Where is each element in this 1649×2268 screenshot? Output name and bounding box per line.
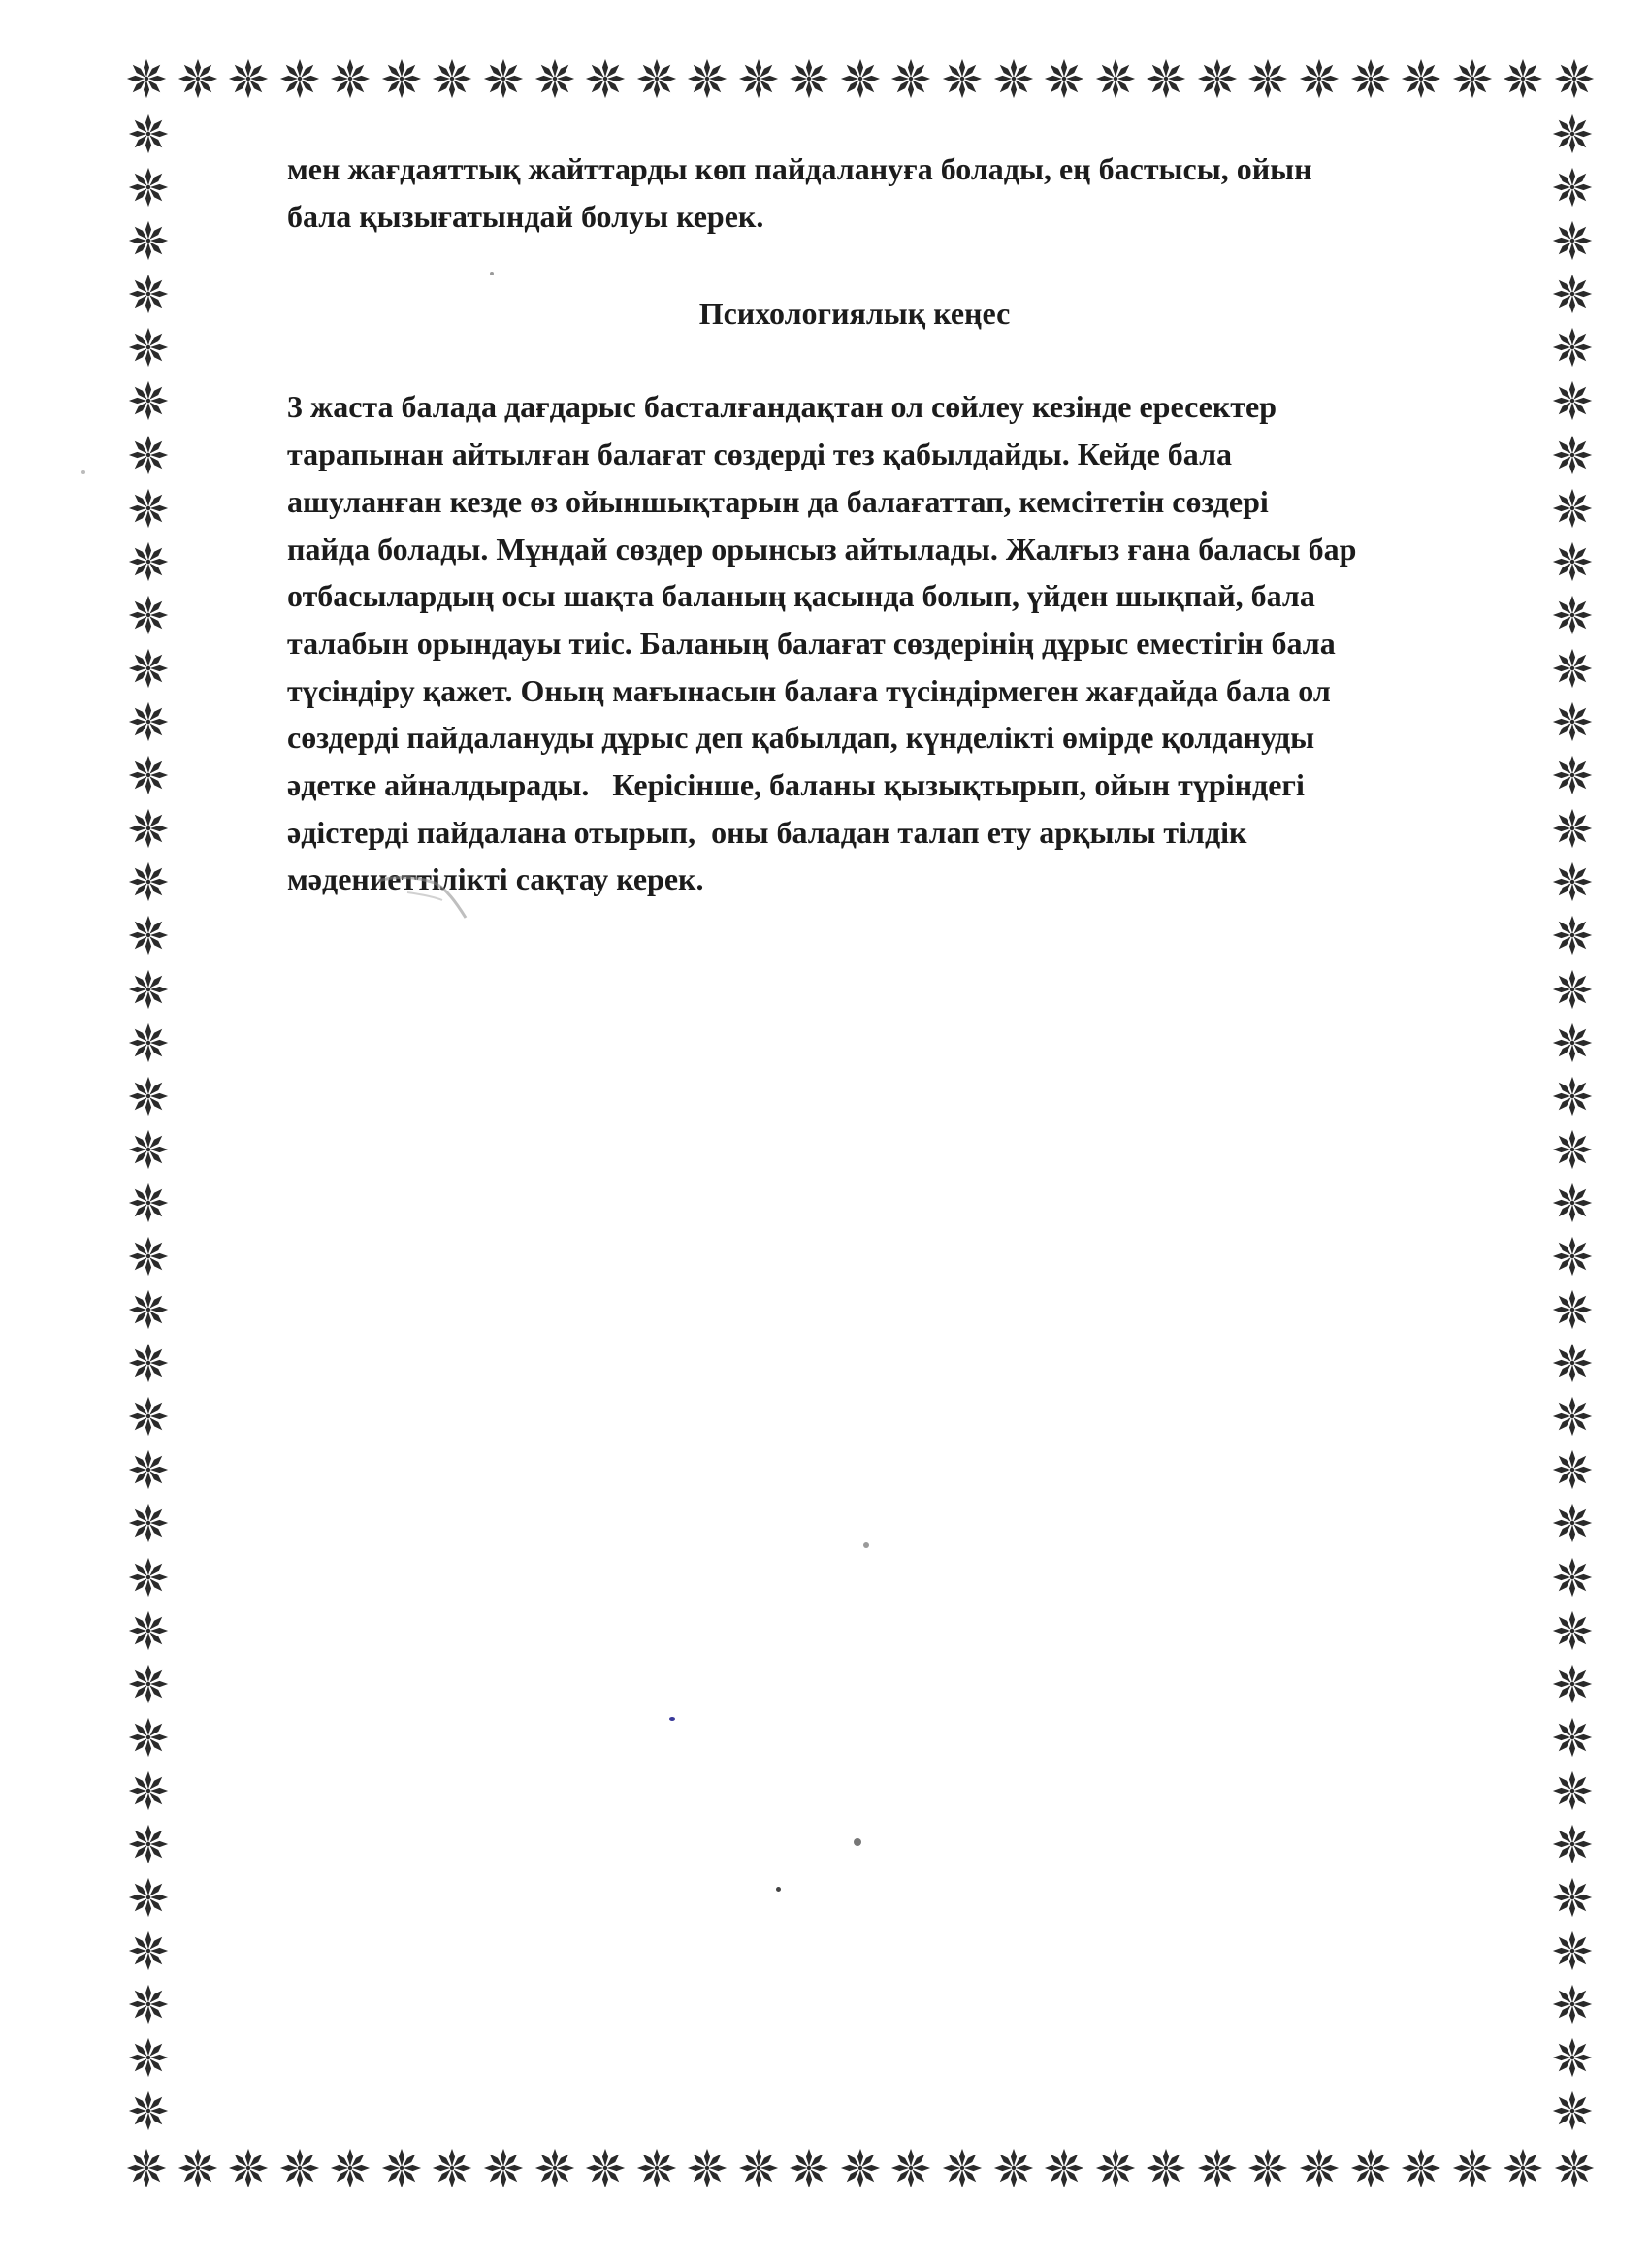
eight-point-star-icon: [1550, 1662, 1595, 1706]
eight-point-star-icon: [1042, 2146, 1086, 2190]
eight-point-star-icon: [1550, 1074, 1595, 1118]
eight-point-star-icon: [1550, 1928, 1595, 1973]
eight-point-star-icon: [1552, 2146, 1597, 2190]
eight-point-star-icon: [126, 2035, 171, 2080]
eight-point-star-icon: [1550, 913, 1595, 957]
eight-point-star-icon: [126, 1021, 171, 1065]
eight-point-star-icon: [430, 2146, 474, 2190]
eight-point-star-icon: [1550, 325, 1595, 370]
eight-point-star-icon: [1144, 2146, 1188, 2190]
eight-point-star-icon: [991, 2146, 1036, 2190]
section-heading: Психологиялық кеңес: [698, 296, 1011, 332]
eight-point-star-icon: [1550, 1715, 1595, 1760]
eight-point-star-icon: [1093, 56, 1138, 101]
eight-point-star-icon: [1297, 2146, 1342, 2190]
eight-point-star-icon: [1550, 486, 1595, 531]
text-line: түсіндіру қажет. Оның мағынасын балаға түсіндірмеген жағдайда бала ол: [287, 672, 1331, 708]
eight-point-star-icon: [1550, 1021, 1595, 1065]
scan-speck: [490, 272, 494, 275]
eight-point-star-icon: [1550, 1822, 1595, 1866]
eight-point-star-icon: [126, 539, 171, 584]
eight-point-star-icon: [126, 1768, 171, 1813]
eight-point-star-icon: [1550, 593, 1595, 637]
eight-point-star-icon: [1550, 1127, 1595, 1172]
eight-point-star-icon: [736, 56, 781, 101]
intro-paragraph: [287, 146, 1548, 240]
text-line: әдістерді пайдалана отырып, оны баладан талап ету арқылы тілдік: [287, 814, 1247, 850]
eight-point-star-icon: [1550, 1768, 1595, 1813]
text-line: отбасылардың осы шақта баланың қасында болып, үйден шықпай, бала: [287, 578, 1315, 614]
eight-point-star-icon: [1550, 1447, 1595, 1492]
eight-point-star-icon: [126, 1555, 171, 1600]
eight-point-star-icon: [1042, 56, 1086, 101]
border-bottom: [124, 2144, 1597, 2192]
eight-point-star-icon: [787, 2146, 831, 2190]
eight-point-star-icon: [1550, 433, 1595, 477]
eight-point-star-icon: [1144, 56, 1188, 101]
eight-point-star-icon: [889, 2146, 933, 2190]
text-line: 3 жаста балада дағдарыс басталғандақтан ол сөйлеу кезінде ересектер: [287, 389, 1277, 425]
eight-point-star-icon: [126, 753, 171, 797]
text-line: сөздерді пайдалануды дұрыс деп қабылдап, күнделікті өмірде қолдануды: [287, 720, 1315, 756]
eight-point-star-icon: [1550, 753, 1595, 797]
eight-point-star-icon: [126, 112, 171, 156]
eight-point-star-icon: [126, 1127, 171, 1172]
eight-point-star-icon: [126, 1608, 171, 1653]
eight-point-star-icon: [634, 2146, 679, 2190]
eight-point-star-icon: [1550, 1982, 1595, 2026]
eight-point-star-icon: [126, 325, 171, 370]
eight-point-star-icon: [736, 2146, 781, 2190]
scan-speck: [863, 1542, 869, 1548]
body-paragraph: [287, 383, 1548, 903]
eight-point-star-icon: [1195, 56, 1240, 101]
eight-point-star-icon: [991, 56, 1036, 101]
eight-point-star-icon: [1550, 1287, 1595, 1332]
scan-speck: [81, 470, 85, 474]
eight-point-star-icon: [1550, 859, 1595, 904]
text-line: мен жағдаяттық жайттарды көп пайдалануға болады, ең бастысы, ойын: [287, 151, 1312, 186]
document-text: [287, 146, 1548, 903]
text-line: ашуланған кезде өз ойыншықтарын да балағаттап, кемсітетін сөздері: [287, 483, 1269, 519]
eight-point-star-icon: [1550, 967, 1595, 1012]
eight-point-star-icon: [1550, 378, 1595, 423]
eight-point-star-icon: [533, 2146, 577, 2190]
eight-point-star-icon: [1399, 2146, 1443, 2190]
text-line: мәдениеттілікті сақтау керек.: [287, 861, 704, 897]
eight-point-star-icon: [1501, 56, 1545, 101]
eight-point-star-icon: [126, 913, 171, 957]
eight-point-star-icon: [787, 56, 831, 101]
eight-point-star-icon: [126, 1234, 171, 1279]
eight-point-star-icon: [328, 2146, 372, 2190]
eight-point-star-icon: [126, 165, 171, 210]
border-top: [124, 54, 1597, 103]
eight-point-star-icon: [634, 56, 679, 101]
eight-point-star-icon: [1550, 1181, 1595, 1225]
eight-point-star-icon: [126, 1287, 171, 1332]
eight-point-star-icon: [176, 56, 220, 101]
eight-point-star-icon: [481, 56, 526, 101]
text-line: бала қызығатындай болуы керек.: [287, 198, 764, 234]
eight-point-star-icon: [1093, 2146, 1138, 2190]
eight-point-star-icon: [126, 1181, 171, 1225]
eight-point-star-icon: [126, 486, 171, 531]
eight-point-star-icon: [328, 56, 372, 101]
eight-point-star-icon: [1550, 1234, 1595, 1279]
eight-point-star-icon: [126, 859, 171, 904]
eight-point-star-icon: [126, 593, 171, 637]
eight-point-star-icon: [685, 2146, 729, 2190]
eight-point-star-icon: [126, 1715, 171, 1760]
eight-point-star-icon: [126, 1822, 171, 1866]
eight-point-star-icon: [1550, 272, 1595, 316]
eight-point-star-icon: [124, 2146, 169, 2190]
scan-speck: [854, 1838, 861, 1846]
eight-point-star-icon: [1195, 2146, 1240, 2190]
eight-point-star-icon: [379, 2146, 424, 2190]
eight-point-star-icon: [126, 218, 171, 263]
eight-point-star-icon: [1550, 1394, 1595, 1439]
eight-point-star-icon: [126, 1875, 171, 1920]
border-left: [124, 112, 173, 2134]
eight-point-star-icon: [176, 2146, 220, 2190]
eight-point-star-icon: [430, 56, 474, 101]
eight-point-star-icon: [583, 56, 628, 101]
scan-speck: [776, 1887, 781, 1892]
eight-point-star-icon: [126, 378, 171, 423]
eight-point-star-icon: [940, 2146, 985, 2190]
eight-point-star-icon: [1550, 1608, 1595, 1653]
eight-point-star-icon: [685, 56, 729, 101]
eight-point-star-icon: [1348, 56, 1393, 101]
eight-point-star-icon: [481, 2146, 526, 2190]
text-line: әдетке айналдырады. Керісінше, баланы қызықтырып, ойын түріндегі: [287, 767, 1305, 803]
eight-point-star-icon: [1550, 1501, 1595, 1545]
eight-point-star-icon: [126, 1447, 171, 1492]
scan-smudge: [378, 873, 485, 922]
eight-point-star-icon: [1550, 1875, 1595, 1920]
eight-point-star-icon: [583, 2146, 628, 2190]
eight-point-star-icon: [1245, 2146, 1290, 2190]
eight-point-star-icon: [838, 56, 883, 101]
eight-point-star-icon: [1245, 56, 1290, 101]
eight-point-star-icon: [124, 56, 169, 101]
eight-point-star-icon: [126, 433, 171, 477]
eight-point-star-icon: [838, 2146, 883, 2190]
eight-point-star-icon: [1501, 2146, 1545, 2190]
eight-point-star-icon: [1550, 539, 1595, 584]
eight-point-star-icon: [126, 699, 171, 744]
eight-point-star-icon: [1550, 646, 1595, 691]
eight-point-star-icon: [1550, 806, 1595, 851]
eight-point-star-icon: [379, 56, 424, 101]
eight-point-star-icon: [1550, 1555, 1595, 1600]
eight-point-star-icon: [126, 2089, 171, 2133]
eight-point-star-icon: [126, 1074, 171, 1118]
eight-point-star-icon: [226, 56, 271, 101]
eight-point-star-icon: [1297, 56, 1342, 101]
eight-point-star-icon: [277, 56, 322, 101]
eight-point-star-icon: [1348, 2146, 1393, 2190]
eight-point-star-icon: [277, 2146, 322, 2190]
border-right: [1548, 112, 1597, 2134]
eight-point-star-icon: [1550, 165, 1595, 210]
eight-point-star-icon: [126, 1341, 171, 1385]
eight-point-star-icon: [1550, 112, 1595, 156]
eight-point-star-icon: [126, 806, 171, 851]
eight-point-star-icon: [1450, 56, 1495, 101]
text-line: пайда болады. Мұндай сөздер орынсыз айтылады. Жалғыз ғана баласы бар: [287, 531, 1357, 567]
eight-point-star-icon: [126, 272, 171, 316]
text-line: тарапынан айтылған балағат сөздерді тез қабылдайды. Кейде бала: [287, 437, 1233, 472]
eight-point-star-icon: [940, 56, 985, 101]
eight-point-star-icon: [126, 1662, 171, 1706]
eight-point-star-icon: [1450, 2146, 1495, 2190]
eight-point-star-icon: [1550, 218, 1595, 263]
eight-point-star-icon: [126, 1982, 171, 2026]
eight-point-star-icon: [1550, 2035, 1595, 2080]
eight-point-star-icon: [126, 1928, 171, 1973]
eight-point-star-icon: [533, 56, 577, 101]
eight-point-star-icon: [1550, 1341, 1595, 1385]
text-line: талабын орындауы тиіс. Баланың балағат сөздерінің дұрыс еместігін бала: [287, 625, 1336, 661]
eight-point-star-icon: [126, 646, 171, 691]
eight-point-star-icon: [1399, 56, 1443, 101]
eight-point-star-icon: [1550, 2089, 1595, 2133]
eight-point-star-icon: [126, 1394, 171, 1439]
scan-speck: [669, 1717, 675, 1721]
eight-point-star-icon: [1552, 56, 1597, 101]
eight-point-star-icon: [889, 56, 933, 101]
eight-point-star-icon: [126, 1501, 171, 1545]
eight-point-star-icon: [226, 2146, 271, 2190]
eight-point-star-icon: [1550, 699, 1595, 744]
eight-point-star-icon: [126, 967, 171, 1012]
